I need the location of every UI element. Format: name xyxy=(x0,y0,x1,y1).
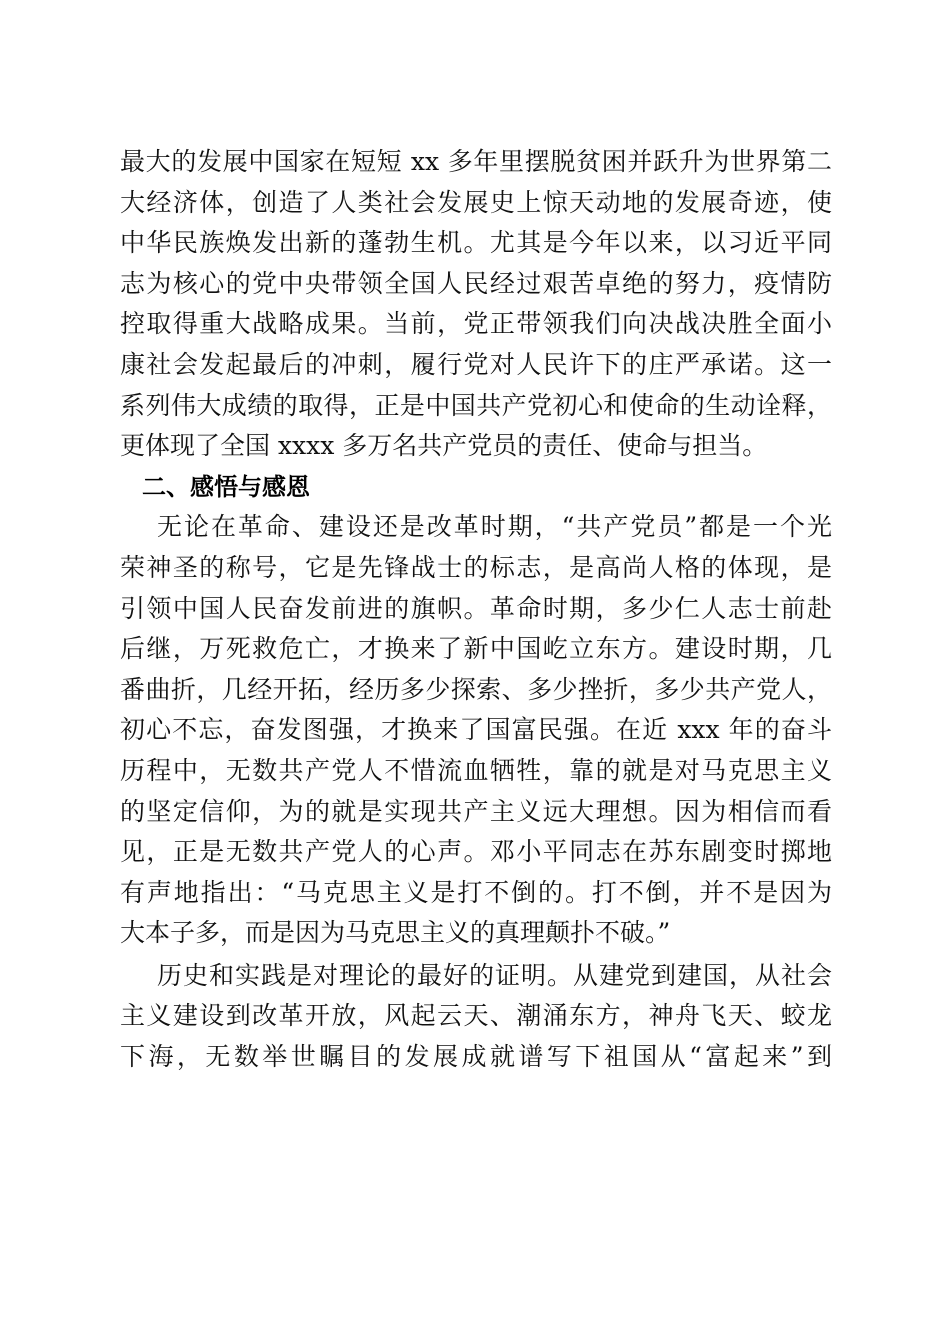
text-line: 见，正是无数共产党人的心声。邓小平同志在苏东剧变时掷地 xyxy=(120,837,832,867)
text-line: 康社会发起最后的冲刺，履行党对人民许下的庄严承诺。这一 xyxy=(120,349,832,379)
document-body xyxy=(120,142,832,1078)
text-line: 大经济体，创造了人类社会发展史上惊天动地的发展奇迹，使 xyxy=(120,187,832,217)
text-line: 番曲折，几经开拓，经历多少探索、多少挫折，多少共产党人， xyxy=(120,674,832,704)
text-line: 历程中，无数共产党人不惜流血牺牲，靠的就是对马克思主义 xyxy=(120,755,832,785)
text-line: 志为核心的党中央带领全国人民经过艰苦卓绝的努力，疫情防 xyxy=(120,268,832,298)
text-line: 控取得重大战略成果。当前，党正带领我们向决战决胜全面小 xyxy=(120,309,832,339)
text-line: 荣神圣的称号，它是先锋战士的标志，是高尚人格的体现，是 xyxy=(120,552,832,582)
paragraph xyxy=(120,507,832,954)
text-line: 大本子多，而是因为马克思主义的真理颠扑不破。” xyxy=(120,918,671,948)
text-line: 下海，无数举世瞩目的发展成就谱写下祖国从“富起来”到 xyxy=(120,1042,832,1072)
text-line: 最大的发展中国家在短短 xx 多年里摆脱贫困并跃升为世界第二 xyxy=(120,147,832,176)
paragraph xyxy=(120,956,832,1078)
text-line: 主义建设到改革开放，风起云天、潮涌东方，神舟飞天、蛟龙 xyxy=(120,1001,832,1031)
text-line: 更体现了全国 xxxx 多万名共产党员的责任、使命与担当。 xyxy=(120,431,768,461)
text-line: 有声地指出：“马克思主义是打不倒的。打不倒，并不是因为 xyxy=(120,877,832,907)
text-line: 历史和实践是对理论的最好的证明。从建党到建国，从社会 xyxy=(157,960,832,990)
section-heading: 二、感悟与感恩 xyxy=(142,472,310,501)
text-line: 无论在革命、建设还是改革时期，“共产党员”都是一个光 xyxy=(157,512,832,542)
paragraph-continuation xyxy=(120,142,832,467)
text-line: 系列伟大成绩的取得，正是中国共产党初心和使命的生动诠释， xyxy=(120,390,832,420)
text-line: 引领中国人民奋发前进的旗帜。革命时期，多少仁人志士前赴 xyxy=(120,593,832,623)
text-line: 后继，万死救危亡，才换来了新中国屹立东方。建设时期，几 xyxy=(120,634,832,664)
text-line: 初心不忘，奋发图强，才换来了国富民强。在近 xxx 年的奋斗 xyxy=(120,715,832,745)
text-line: 中华民族焕发出新的蓬勃生机。尤其是今年以来，以习近平同 xyxy=(120,228,832,258)
text-line: 的坚定信仰，为的就是实现共产主义远大理想。因为相信而看 xyxy=(120,796,832,826)
